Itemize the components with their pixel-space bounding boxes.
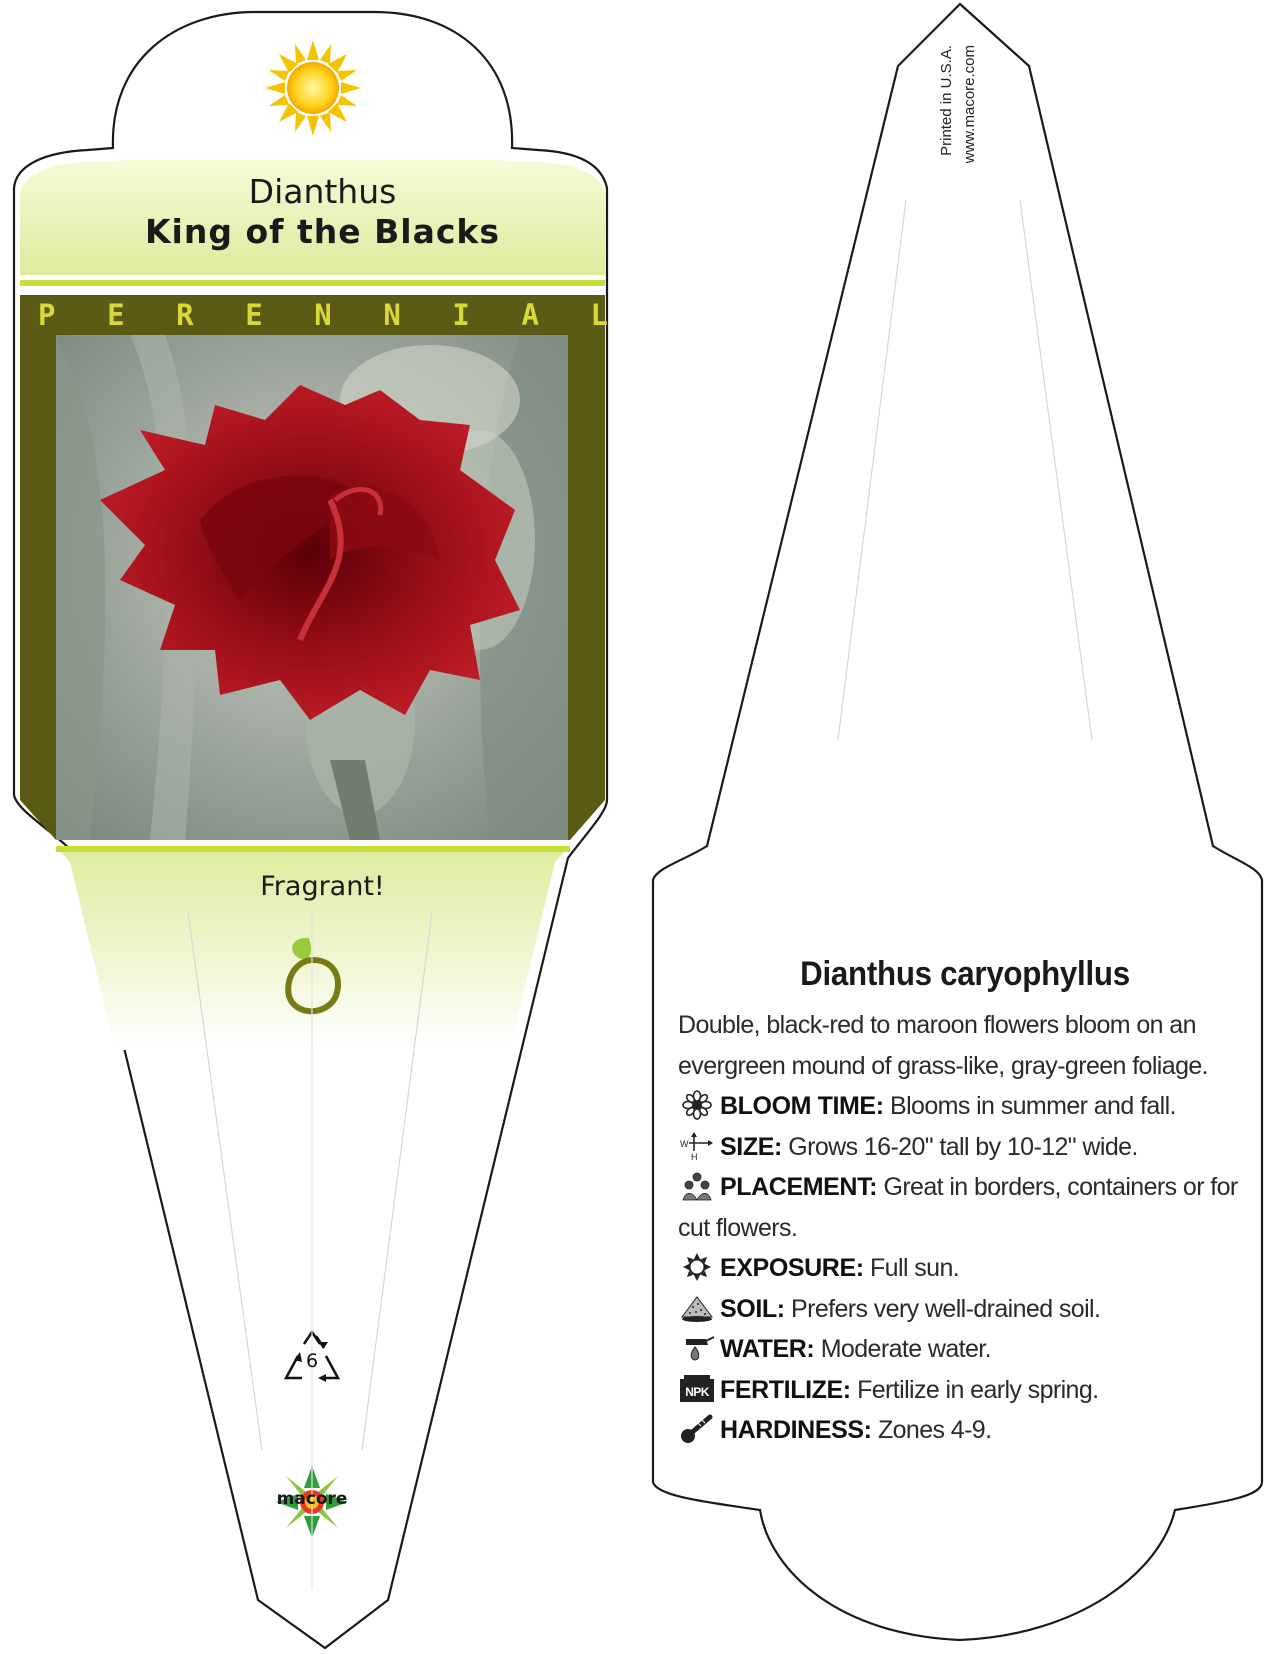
detail-text: Blooms in summer and fall. — [890, 1092, 1176, 1120]
category-letter: R — [176, 298, 194, 332]
recycle-number: 6 — [305, 1350, 319, 1372]
category-letter: E — [245, 298, 263, 332]
npk-label: NPK — [685, 1384, 709, 1399]
category-letter: I — [452, 298, 470, 332]
detail-text: Full sun. — [870, 1254, 960, 1282]
category-letter: N — [314, 298, 332, 332]
detail-label: FERTILIZE: — [720, 1375, 851, 1404]
category-letter: L — [590, 298, 608, 332]
plant-category — [38, 298, 608, 332]
detail-row-exposure — [678, 1248, 1266, 1289]
printed-info — [935, 45, 995, 225]
care-info — [678, 1005, 1266, 1451]
category-letter: A — [521, 298, 539, 332]
detail-row-soil — [678, 1289, 1266, 1330]
detail-label: EXPOSURE: — [720, 1254, 864, 1282]
bloom-time-icon — [678, 1090, 716, 1120]
detail-row-size — [678, 1127, 1266, 1168]
detail-label: PLACEMENT: — [720, 1173, 878, 1201]
feature-text: Fragrant! — [260, 871, 385, 902]
size-w-label: W — [680, 1138, 688, 1149]
category-letter: P — [38, 298, 56, 332]
website-line: www.macore.com — [961, 45, 978, 164]
size-h-label: H — [691, 1151, 697, 1161]
detail-text: Great in borders, containers or for cut flowers. — [678, 1173, 1238, 1242]
category-letter: N — [383, 298, 401, 332]
detail-text: Fertilize in early spring. — [857, 1375, 1099, 1404]
exposure-icon — [678, 1252, 716, 1282]
detail-row-bloom-time — [678, 1086, 1266, 1127]
detail-row-water — [678, 1329, 1266, 1370]
fertilize-icon — [678, 1374, 716, 1404]
flower-photo — [56, 335, 568, 840]
size-icon — [678, 1131, 716, 1161]
detail-text: Grows 16-20" tall by 10-12" wide. — [788, 1132, 1138, 1161]
detail-label: HARDINESS: — [720, 1416, 872, 1444]
detail-label: BLOOM TIME: — [720, 1092, 884, 1120]
placement-icon — [678, 1171, 716, 1201]
hardiness-icon — [678, 1414, 716, 1444]
detail-row-fertilize — [678, 1370, 1266, 1411]
front-cultivar-name: King of the Blacks — [144, 212, 501, 251]
detail-label: SIZE: — [720, 1132, 782, 1161]
botanical-name: Dianthus caryophyllus — [800, 955, 1130, 993]
detail-row-hardiness — [678, 1410, 1266, 1451]
detail-label: WATER: — [720, 1335, 815, 1363]
logo-text: macore — [276, 1489, 348, 1509]
plant-description: Double, black-red to maroon flowers bloom on an evergreen mound of grass-like, gray-green foliage. — [678, 1011, 1209, 1080]
detail-label: SOIL: — [720, 1294, 785, 1323]
category-letter: E — [107, 298, 125, 332]
detail-row-placement — [678, 1167, 1266, 1248]
detail-text: Moderate water. — [820, 1335, 991, 1363]
detail-text: Zones 4-9. — [877, 1416, 992, 1444]
front-genus-name: Dianthus — [248, 172, 397, 211]
detail-text: Prefers very well-drained soil. — [791, 1294, 1101, 1323]
printed-line: Printed in U.S.A. — [938, 45, 955, 156]
sun-icon — [265, 40, 361, 136]
water-icon — [678, 1333, 716, 1363]
soil-icon — [678, 1293, 716, 1323]
